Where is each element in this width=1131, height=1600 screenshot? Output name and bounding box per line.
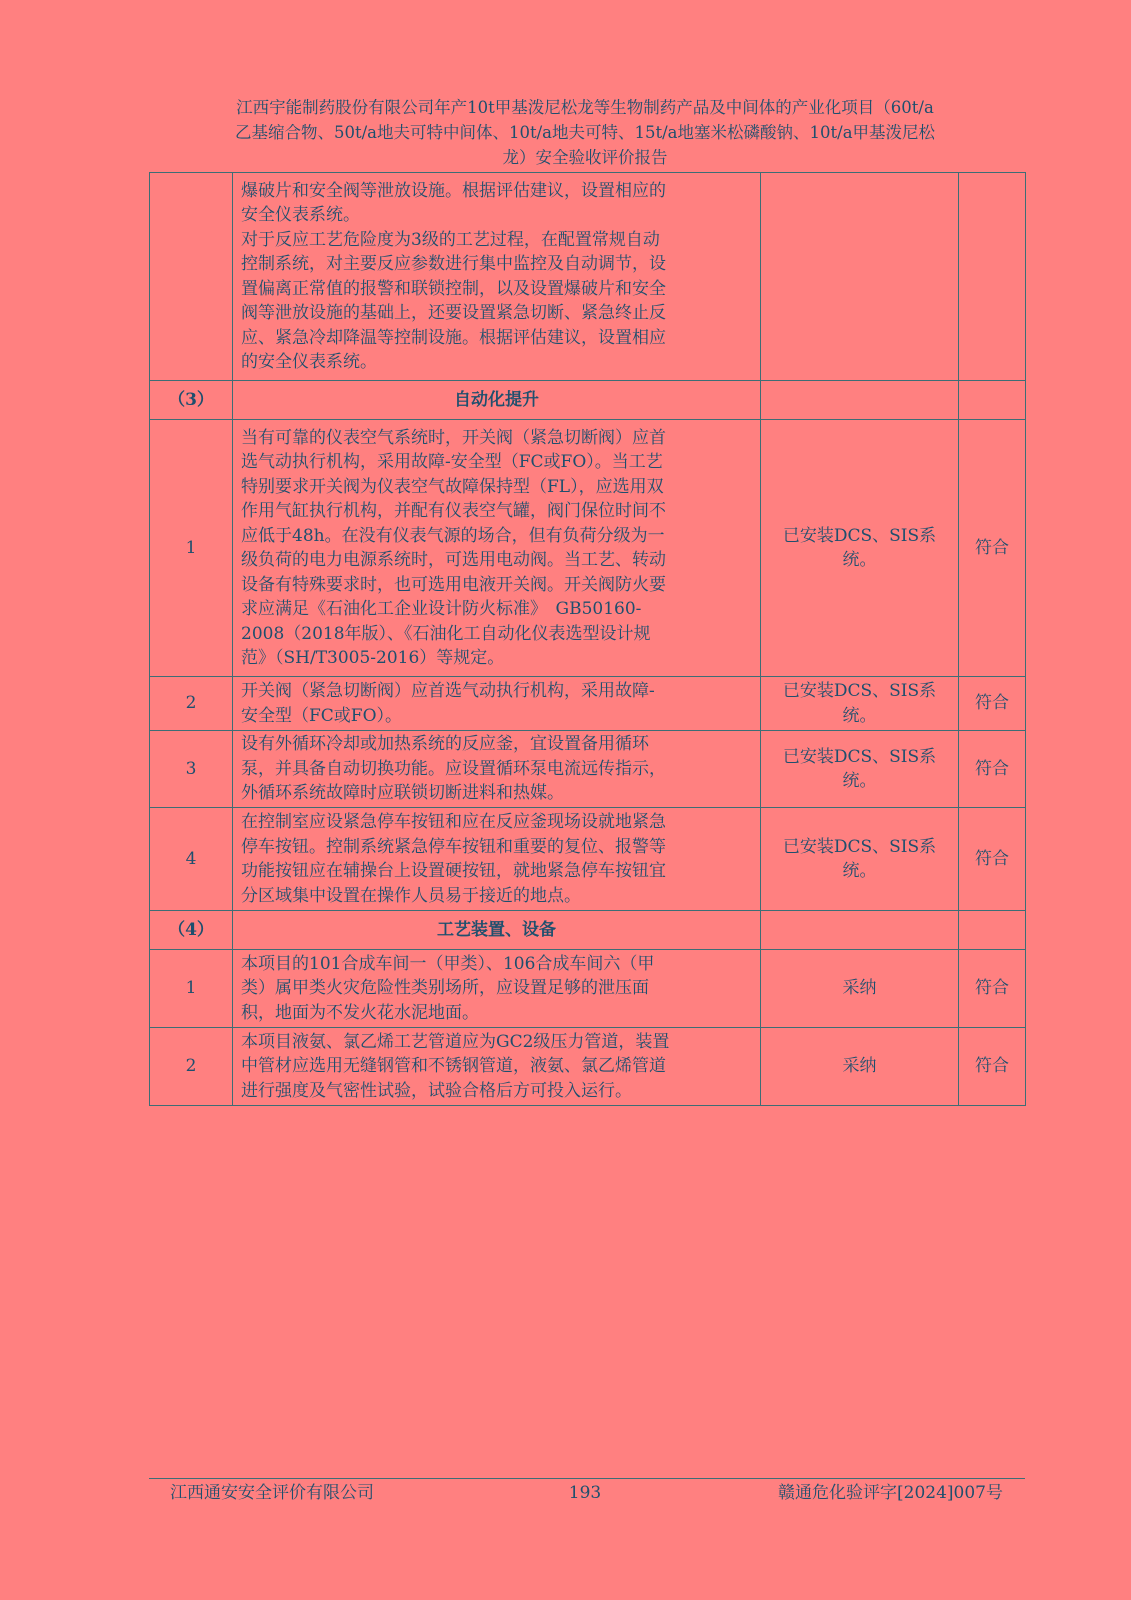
requirement-line: 应、紧急冷却降温等控制设施。根据评估建议，设置相应 (241, 327, 666, 348)
table-row (150, 950, 1026, 1028)
requirement-line: 作用气缸执行机构，并配有仪表空气罐，阀门保位时间不 (241, 501, 666, 521)
verdict-cell: 符合 (959, 677, 1026, 731)
document-number: 赣通危化验评字[2024]007号 (778, 1483, 1003, 1503)
implementation-cell: 采纳 (761, 950, 959, 1028)
row-number-cell: 2 (150, 1028, 233, 1106)
row-number-cell: 2 (150, 677, 233, 731)
requirement-line: 设有外循环冷却或加热系统的反应釜，宜设置备用循环 (241, 734, 649, 755)
header-line-1: 江西宇能制药股份有限公司年产10t甲基泼尼松龙等生物制药产品及中间体的产业化项目（60t/a (236, 98, 934, 117)
implementation-cell: 已安装DCS、SIS系统。 (761, 731, 959, 808)
requirement-line: 选气动执行机构，采用故障-安全型（FC或FO）。当工艺 (241, 452, 663, 472)
table-row (150, 677, 1026, 731)
table-row (150, 173, 1026, 381)
requirement-line: 分区域集中设置在操作人员易于接近的地点。 (241, 885, 581, 906)
verdict-cell: 符合 (959, 808, 1026, 911)
verdict-cell: 符合 (959, 1028, 1026, 1106)
section-number: （3） (150, 381, 233, 420)
implementation-cell: 采纳 (761, 1028, 959, 1106)
footer-company: 江西通安安全评价有限公司 (170, 1483, 374, 1503)
requirement-cell (233, 173, 761, 381)
requirement-line: 置偏离正常值的报警和联锁控制，以及设置爆破片和安全 (241, 278, 666, 299)
footer-divider (149, 1478, 1025, 1479)
requirement-line: 功能按钮应在辅操台上设置硬按钮，就地紧急停车按钮宜 (241, 861, 666, 881)
table-row (150, 808, 1026, 911)
verdict-cell (959, 173, 1026, 381)
requirement-line: 控制系统，对主要反应参数进行集中监控及自动调节，设 (241, 254, 666, 274)
requirement-line: 范》（SH/T3005-2016）等规定。 (241, 648, 505, 668)
header-line-3: 龙）安全验收评价报告 (502, 148, 668, 167)
requirement-line: 爆破片和安全阀等泄放设施。根据评估建议，设置相应的 (241, 180, 666, 201)
requirement-cell (233, 420, 761, 677)
requirement-line: 应低于48h。在没有仪表气源的场合，但有负荷分级为一 (241, 525, 665, 546)
requirement-line: 安全型（FC或FO）。 (241, 705, 403, 726)
requirement-line: 外循环系统故障时应联锁切断进料和热媒。 (241, 783, 564, 804)
requirement-line: 本项目液氨、氯乙烯工艺管道应为GC2级压力管道，装置 (241, 1031, 670, 1052)
verdict-cell: 符合 (959, 950, 1026, 1028)
section-row (150, 381, 1026, 420)
requirement-line: 泵，并具备自动切换功能。应设置循环泵电流远传指示， (241, 758, 666, 779)
header-line-2: 乙基缩合物、50t/a地夫可特中间体、10t/a地夫可特、15t/a地塞米松磷酸钠、10t/a甲基泼尼松 (234, 123, 936, 142)
requirement-line: 进行强度及气密性试验，试验合格后方可投入运行。 (241, 1080, 632, 1101)
requirement-line: 类）属甲类火灾危险性类别场所，应设置足够的泄压面 (241, 978, 649, 999)
requirement-line: 本项目的101合成车间一（甲类）、106合成车间六（甲 (241, 953, 655, 974)
requirement-line: 2008（2018年版）、《石油化工自动化仪表选型设计规 (241, 623, 651, 644)
requirement-line: 开关阀（紧急切断阀）应首选气动执行机构，采用故障- (241, 681, 655, 701)
requirement-line: 级负荷的电力电源系统时，可选用电动阀。当工艺、转动 (241, 550, 666, 570)
verdict-cell: 符合 (959, 731, 1026, 808)
table-row (150, 1028, 1026, 1106)
requirement-line: 阀等泄放设施的基础上，还要设置紧急切断、紧急终止反 (241, 303, 666, 323)
requirement-line: 对于反应工艺危险度为3级的工艺过程，在配置常规自动 (241, 229, 660, 250)
requirement-line: 停车按钮。控制系统紧急停车按钮和重要的复位、报警等 (241, 836, 666, 857)
page-header (150, 95, 1020, 170)
requirement-line: 的安全仪表系统。 (241, 352, 377, 372)
requirement-line: 安全仪表系统。 (241, 205, 360, 225)
requirements-table (149, 172, 1026, 1106)
requirement-line: 在控制室应设紧急停车按钮和应在反应釜现场设就地紧急 (241, 812, 666, 832)
requirement-line: 求应满足《石油化工企业设计防火标准》 GB50160- (241, 599, 642, 619)
section-row (150, 911, 1026, 950)
requirement-line: 特别要求开关阀为仪表空气故障保持型（FL），应选用双 (241, 476, 664, 497)
requirement-line: 设备有特殊要求时，也可选用电液开关阀。开关阀防火要 (241, 574, 666, 595)
requirement-cell (233, 731, 761, 808)
requirement-line: 当有可靠的仪表空气系统时，开关阀（紧急切断阀）应首 (241, 427, 666, 448)
requirement-cell (233, 950, 761, 1028)
row-number-cell: 1 (150, 950, 233, 1028)
page-number: 193 (568, 1483, 602, 1503)
implementation-cell: 已安装DCS、SIS系统。 (761, 420, 959, 677)
section-number: （4） (150, 911, 233, 950)
row-number-cell: 1 (150, 420, 233, 677)
requirement-cell (233, 677, 761, 731)
section-title: 工艺装置、设备 (233, 911, 761, 950)
row-number-cell: 3 (150, 731, 233, 808)
row-number-cell (150, 173, 233, 381)
requirement-cell (233, 1028, 761, 1106)
table-row (150, 731, 1026, 808)
implementation-cell (761, 173, 959, 381)
requirement-line: 积，地面为不发火花水泥地面。 (241, 1002, 479, 1023)
row-number-cell: 4 (150, 808, 233, 911)
section-title: 自动化提升 (233, 381, 761, 420)
implementation-cell: 已安装DCS、SIS系统。 (761, 808, 959, 911)
requirement-line: 中管材应选用无缝钢管和不锈钢管道，液氨、氯乙烯管道 (241, 1056, 666, 1077)
implementation-cell: 已安装DCS、SIS系统。 (761, 677, 959, 731)
table-row (150, 420, 1026, 677)
requirement-cell (233, 808, 761, 911)
verdict-cell: 符合 (959, 420, 1026, 677)
